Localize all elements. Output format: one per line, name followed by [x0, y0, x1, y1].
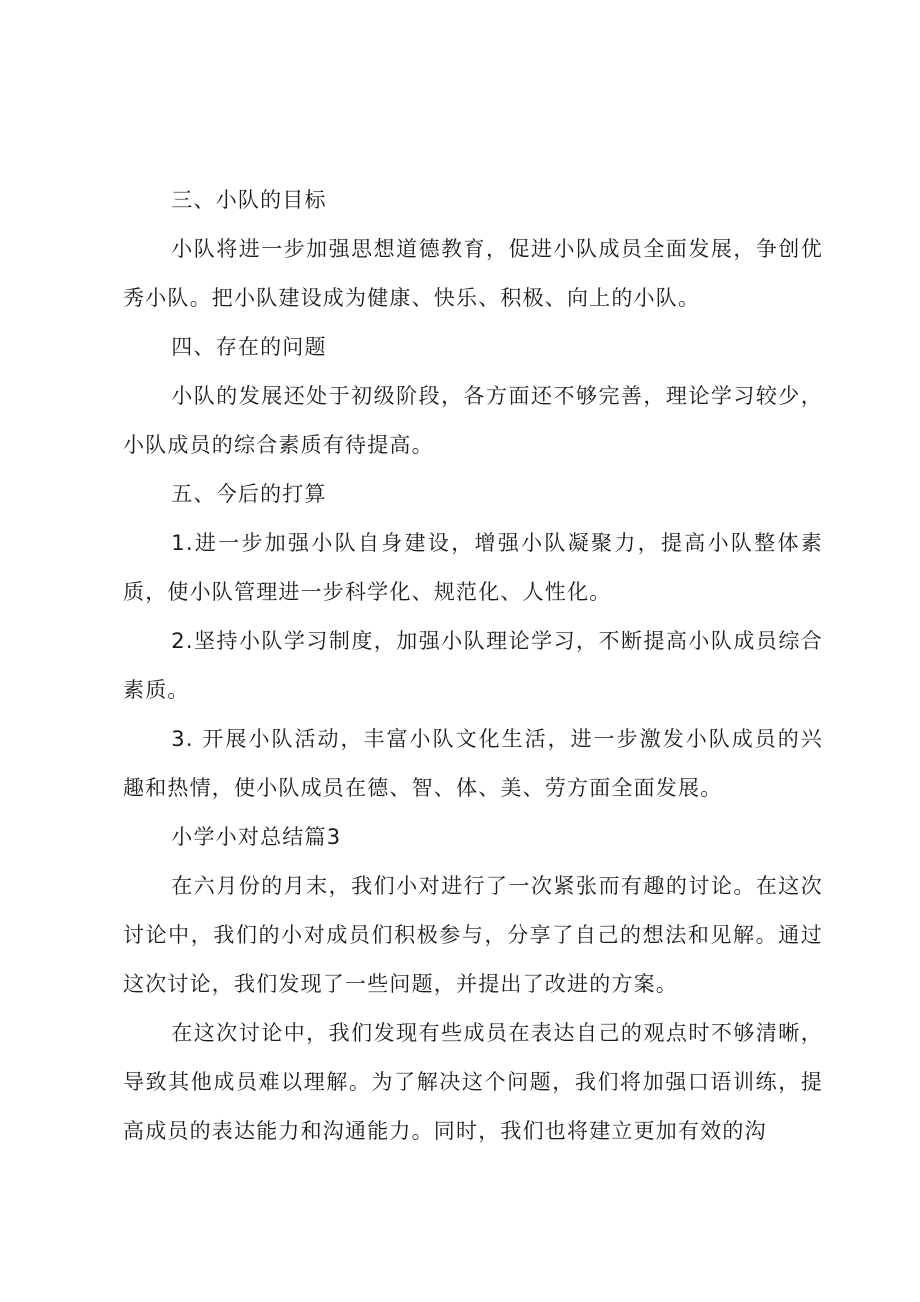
section-heading-plans: 五、今后的打算 — [171, 482, 327, 506]
paragraph-plan-1: 1.进一步加强小队自身建设，增强小队凝聚力，提高小队整体素质，使小队管理进一步科学化、规范化、人性化。 — [123, 531, 823, 604]
paragraph-problems: 小队的发展还处于初级阶段，各方面还不够完善，理论学习较少，小队成员的综合素质有待提高。 — [123, 384, 823, 457]
paragraph-discussion-findings: 在这次讨论中，我们发现有些成员在表达自己的观点时不够清晰，导致其他成员难以理解。为了解决这个问题，我们将加强口语训练，提高成员的表达能力和沟通能力。同时，我们也将建立更加有效的沟 — [123, 1021, 823, 1143]
paragraph-discussion-intro: 在六月份的月末，我们小对进行了一次紧张而有趣的讨论。在这次讨论中，我们的小对成员们积极参与，分享了自己的想法和见解。通过这次讨论，我们发现了一些问题，并提出了改进的方案。 — [123, 874, 823, 996]
section-heading-goals: 三、小队的目标 — [171, 188, 327, 212]
paragraph-plan-3: 3. 开展小队活动，丰富小队文化生活，进一步激发小队成员的兴趣和热情，使小队成员在德、智、体、美、劳方面全面发展。 — [123, 727, 823, 800]
article-title: 小学小对总结篇3 — [171, 825, 342, 849]
section-heading-problems: 四、存在的问题 — [171, 335, 327, 359]
paragraph-goals: 小队将进一步加强思想道德教育，促进小队成员全面发展，争创优秀小队。把小队建设成为健康、快乐、积极、向上的小队。 — [123, 237, 823, 310]
paragraph-plan-2: 2.坚持小队学习制度，加强小队理论学习，不断提高小队成员综合素质。 — [123, 629, 823, 702]
document-body — [123, 176, 823, 1156]
